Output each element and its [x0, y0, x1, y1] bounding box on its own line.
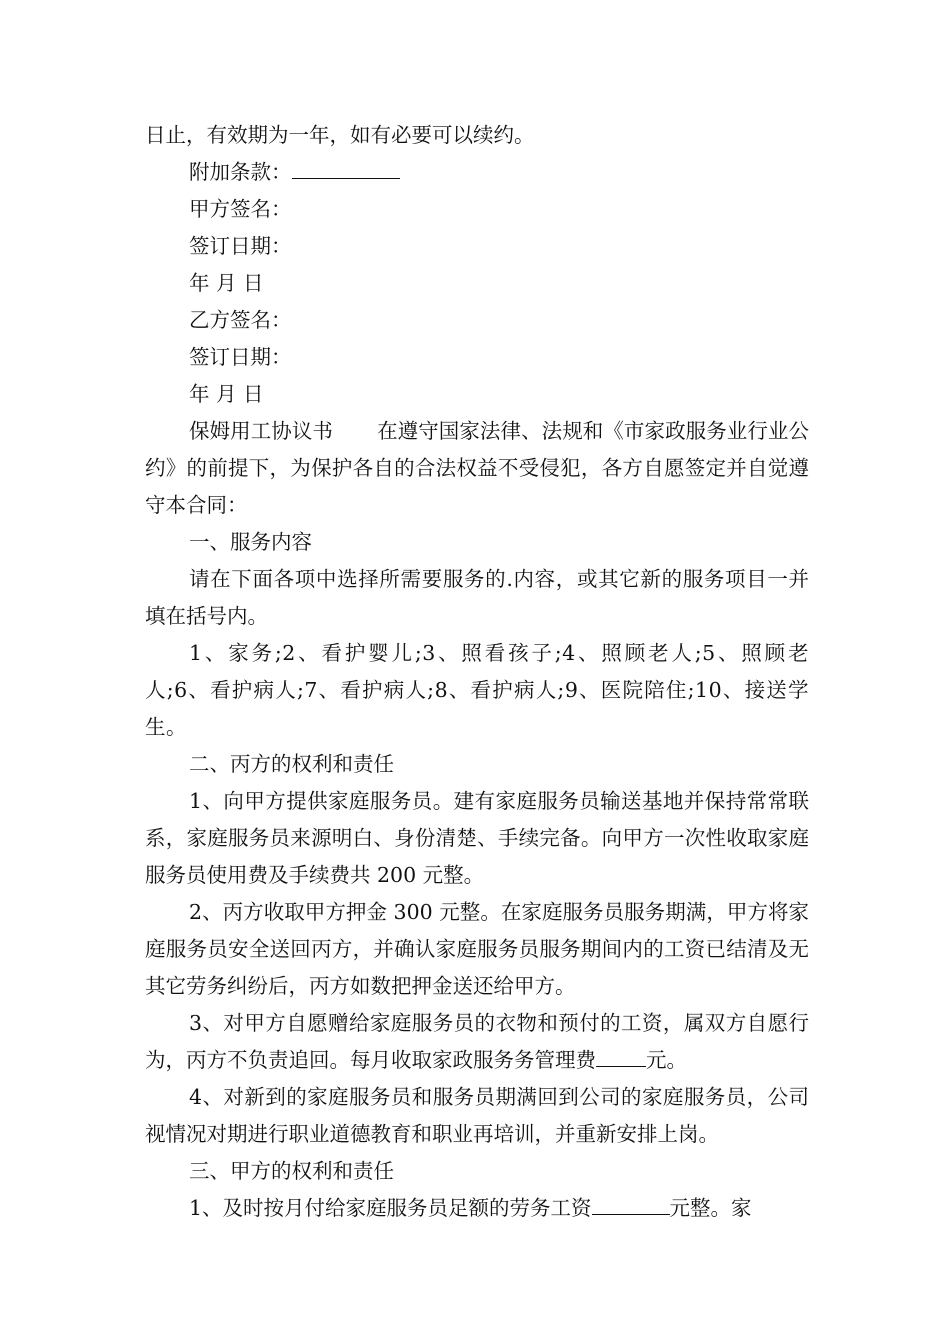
addon-clause-blank — [292, 156, 400, 179]
section-1-paragraph-1: 请在下面各项中选择所需要服务的.内容，或其它新的服务项目一并填在括号内。 — [145, 567, 809, 628]
document-body — [145, 117, 809, 1227]
section-2-item-3-unit: 元。 — [646, 1048, 687, 1072]
section-2-item-3-text: 3、对甲方自愿赠给家庭服务员的衣物和预付的工资，属双方自愿行为，丙方不负责追回。每月收取家政服务务管理费 — [145, 1011, 809, 1072]
date-placeholder-b: 年 月 日 — [189, 382, 264, 406]
section-3-item-1-unit: 元整。家 — [669, 1196, 752, 1220]
section-1-heading: 一、服务内容 — [189, 530, 312, 554]
intro-paragraph — [145, 413, 809, 524]
addon-clause-line — [145, 154, 809, 191]
section-3-item-1-text: 1、及时按月付给家庭服务员足额的劳务工资 — [189, 1196, 592, 1220]
agreement-title: 保姆用工协议书 — [189, 419, 333, 443]
party-a-signature: 甲方签名： — [189, 197, 292, 221]
text-line: 日止，有效期为一年，如有必要可以续约。 — [145, 123, 535, 147]
management-fee-blank — [596, 1044, 646, 1067]
intro-text: 在遵守国家法律、法规和《市家政服务业行业公约》的前提下，为保护各自的合法权益不受侵犯，各方自愿签定并自觉遵守本合同： — [145, 419, 809, 517]
section-2-item-4: 4、对新到的家庭服务员和服务员期满回到公司的家庭服务员，公司视情况对期进行职业道德教育和职业再培训，并重新安排上岗。 — [145, 1085, 809, 1146]
section-2-item-2: 2、丙方收取甲方押金 300 元整。在家庭服务员服务期满，甲方将家庭服务员安全送回丙方，并确认家庭服务员服务期间内的工资已结清及无其它劳务纠纷后，丙方如数把押金送还给甲方。 — [145, 900, 809, 998]
section-2-item-3 — [145, 1005, 809, 1079]
date-placeholder-a: 年 月 日 — [189, 271, 264, 295]
party-b-signature: 乙方签名： — [189, 308, 292, 332]
section-2-item-1: 1、向甲方提供家庭服务员。建有家庭服务员输送基地并保持常常联系，家庭服务员来源明白、身份清楚、手续完备。向甲方一次性收取家庭服务员使用费及手续费共 200 元整。 — [145, 789, 809, 887]
sign-date-b: 签订日期： — [189, 345, 292, 369]
section-3-heading: 三、甲方的权利和责任 — [189, 1159, 394, 1183]
sign-date-a: 签订日期： — [189, 234, 292, 258]
service-options-list: 1、家务;2、看护婴儿;3、照看孩子;4、照顾老人;5、照顾老人;6、看护病人;7、看护病人;8、看护病人;9、医院陪住;10、接送学生。 — [145, 641, 809, 739]
section-2-heading: 二、丙方的权利和责任 — [189, 752, 394, 776]
addon-clause-label: 附加条款： — [189, 160, 292, 184]
section-3-item-1 — [145, 1190, 809, 1227]
wage-blank — [592, 1192, 670, 1215]
